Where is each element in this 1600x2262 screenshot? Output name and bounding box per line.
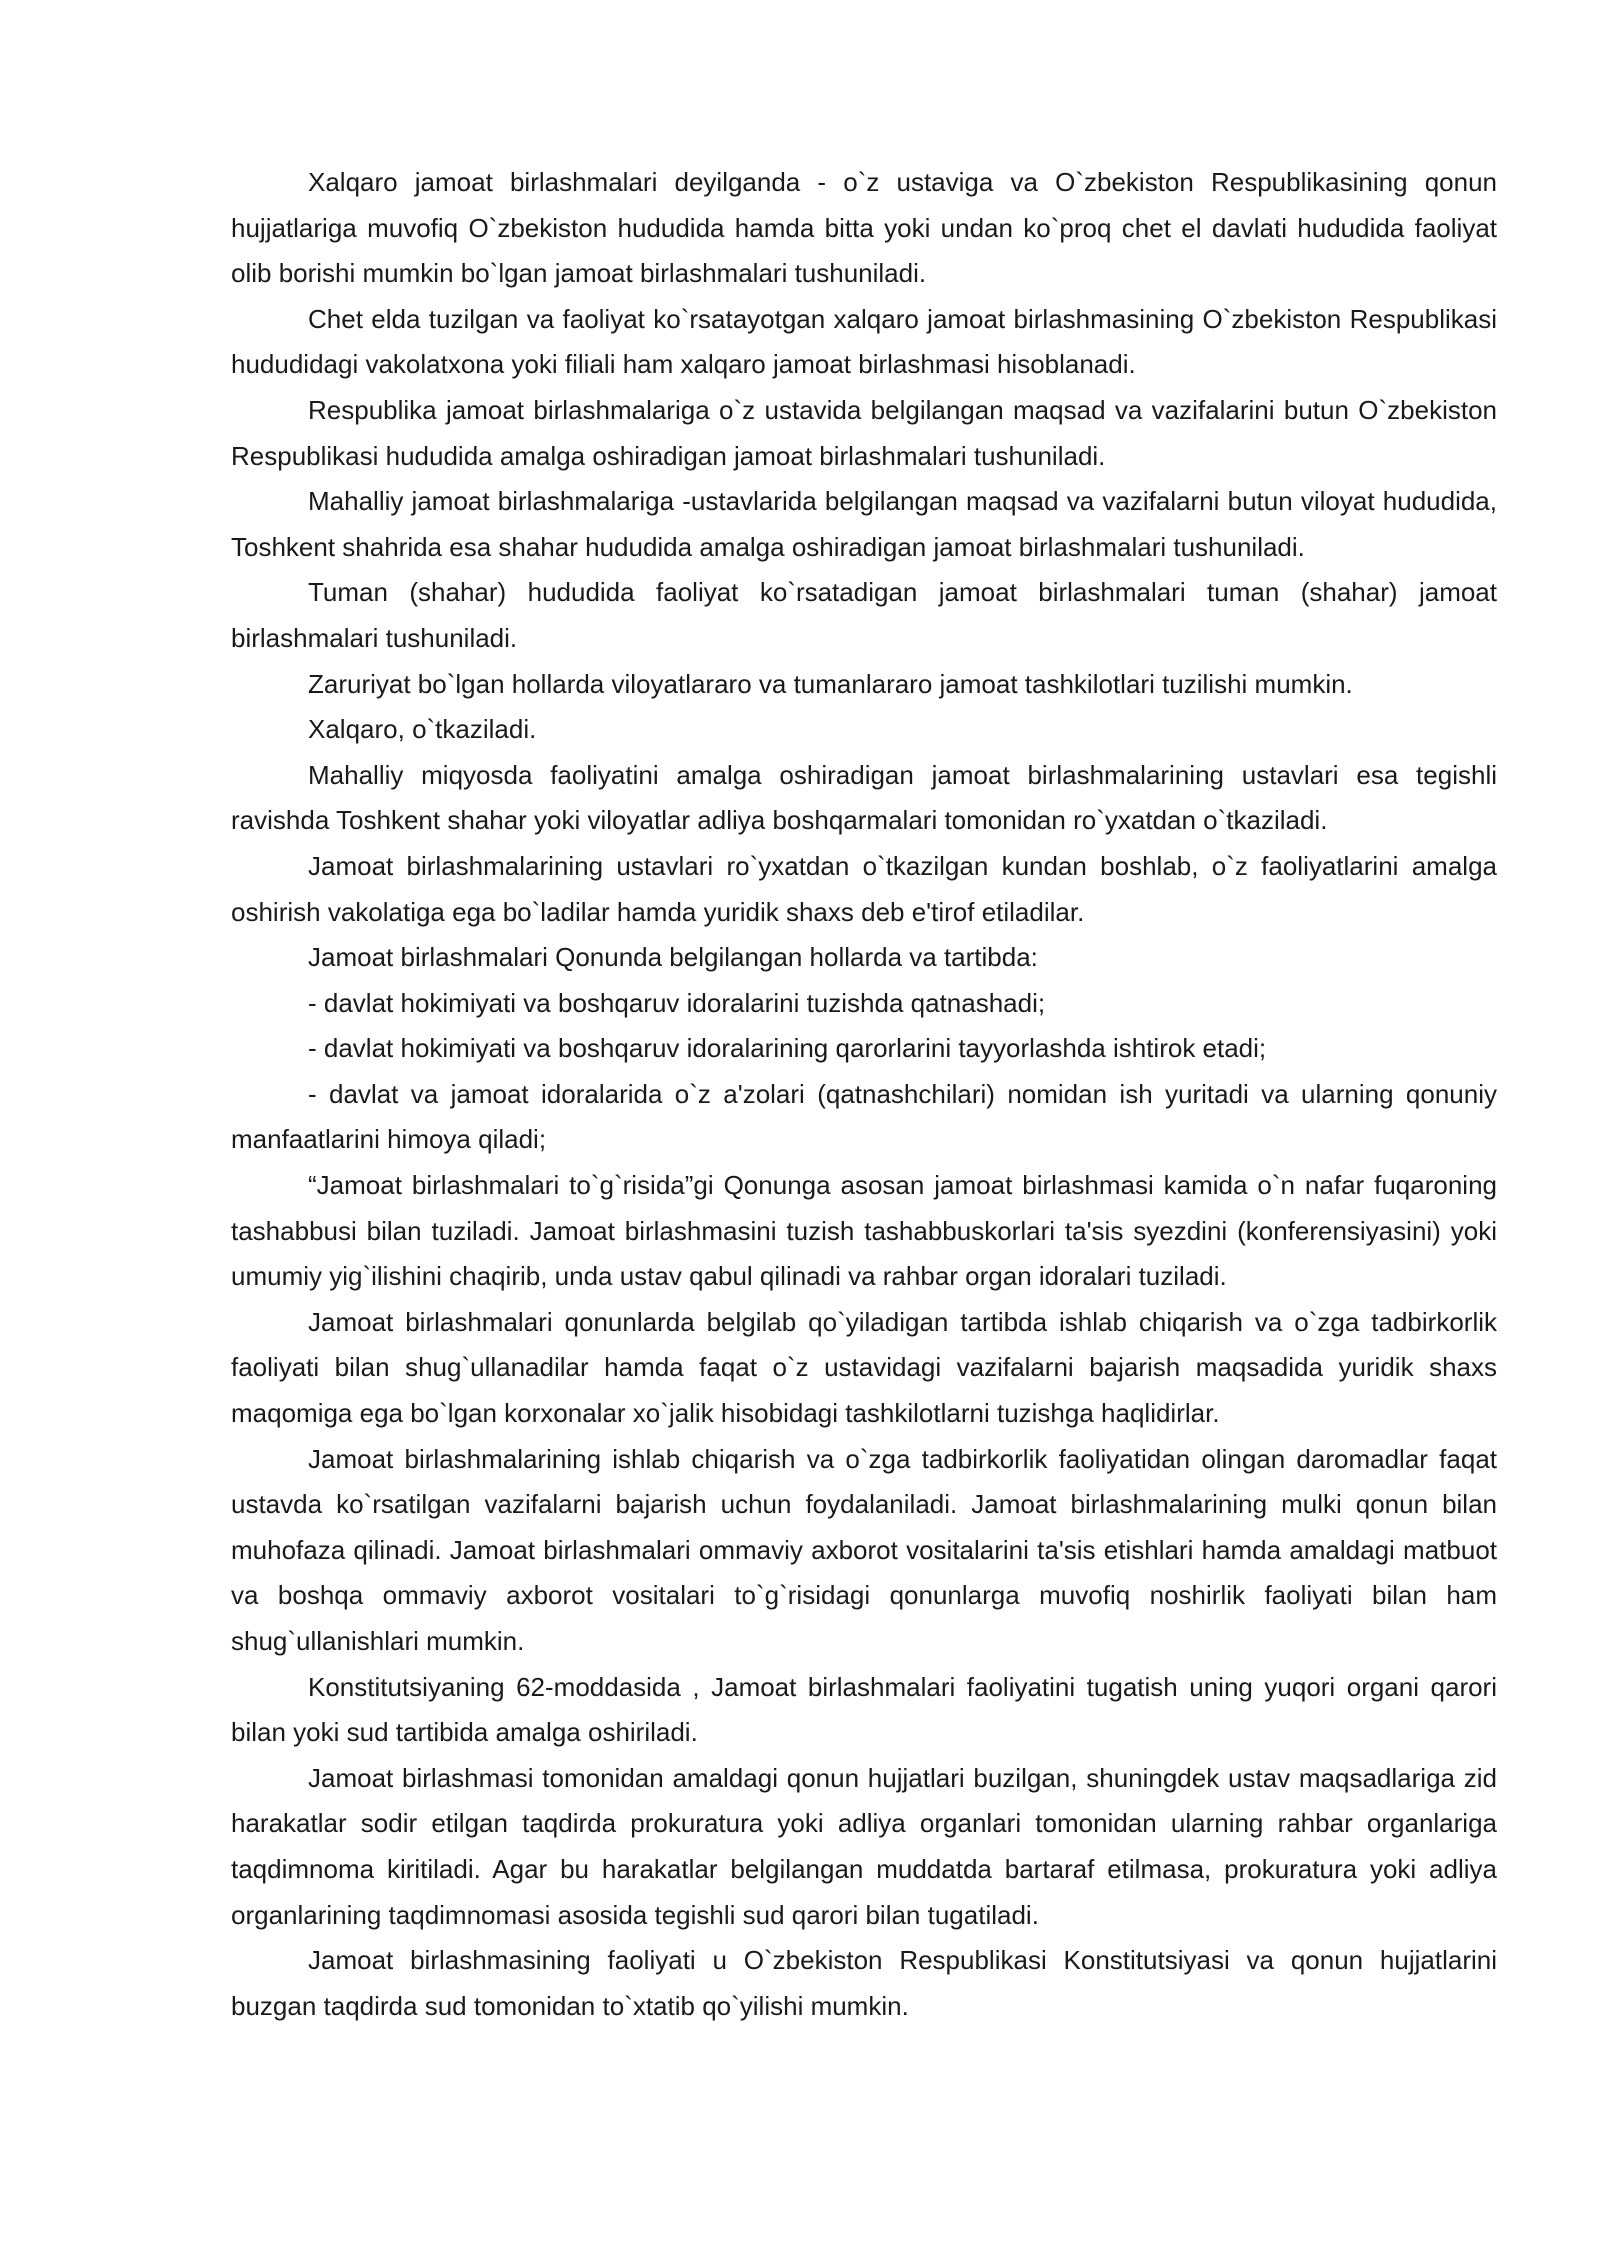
paragraph-income-property: Jamoat birlashmalarining ishlab chiqarish va o`zga tadbirkorlik faoliyatidan olingan daromadlar faqat ustavda ko`rsatilgan vazifalarni bajarish uchun foydalaniladi. Jamoat birlashmalarining mulki qonun bilan muhofaza qilinadi. Jamoat birlashmalari ommaviy axborot vositalarini ta'sis etishlari hamda amaldagi matbuot va boshqa ommaviy axborot vositalari to`g`risidagi qonunlarga muvofiq noshirlik faoliyati bilan ham shug`ullanishlari mumkin. — [231, 1443, 1497, 1656]
paragraph-international-registration: Xalqaro, o`tkaziladi. — [308, 714, 537, 745]
list-item-rights-2: - davlat hokimiyati va boshqaruv idoralarining qarorlarini tayyorlashda ishtirok etadi; — [308, 1033, 1267, 1064]
paragraph-entrepreneurship: Jamoat birlashmalari qonunlarda belgilab qo`yiladigan tartibda ishlab chiqarish va o`zga tadbirkorlik faoliyati bilan shug`ullanadilar hamda faqat o`z ustavidagi vazifalarni bajarish maqsadida yuridik shaxs maqomiga ega bo`lgan korxonalar xo`jalik hisobidagi tashkilotlarni tuzishga haqlidirlar. — [231, 1306, 1497, 1429]
list-item-rights-3: - davlat va jamoat idoralarida o`z a'zolari (qatnashchilari) nomidan ish yuritadi va ularning qonuniy manfaatlarini himoya qiladi; — [231, 1078, 1497, 1155]
paragraph-republican-associations: Respublika jamoat birlashmalariga o`z ustavida belgilangan maqsad va vazifalarini butun O`zbekiston Respublikasi hududida amalga oshiradigan jamoat birlashmalari tushuniladi. — [231, 394, 1497, 471]
paragraph-liquidation: Konstitutsiyaning 62-moddasida , Jamoat birlashmalari faoliyatini tugatish uning yuqori organi qarori bilan yoki sud tartibida amalga oshiriladi. — [231, 1671, 1497, 1748]
paragraph-violations: Jamoat birlashmasi tomonidan amaldagi qonun hujjatlari buzilgan, shuningdek ustav maqsadlariga zid harakatlar sodir etilgan taqdirda prokuratura yoki adliya organlari tomonidan ularning rahbar organlariga taqdimnoma kiritiladi. Agar bu harakatlar belgilangan muddatda bartaraf etilmasa, prokuratura yoki adliya organlarining taqdimnomasi asosida tegishli sud qarori bilan tugatiladi. — [231, 1762, 1497, 1930]
paragraph-suspension: Jamoat birlashmasining faoliyati u O`zbekiston Respublikasi Konstitutsiyasi va qonun hujjatlarini buzgan taqdirda sud tomonidan to`xtatib qo`yilishi mumkin. — [231, 1945, 1497, 2021]
document-page — [231, 160, 1497, 2029]
paragraph-founding: “Jamoat birlashmalari to`g`risida”gi Qonunga asosan jamoat birlashmasi kamida o`n nafar fuqaroning tashabbusi bilan tuziladi. Jamoat birlashmasini tuzish tashabbuskorlari ta'sis syezdini (konferensiyasini) yoki umumiy yig`ilishini chaqirib, unda ustav qabul qilinadi va rahbar organ idoralari tuziladi. — [231, 1170, 1497, 1292]
paragraph-district-associations: Tuman (shahar) hududida faoliyat ko`rsatadigan jamoat birlashmalari tuman (shahar) jamoat birlashmalari tushuniladi. — [231, 577, 1497, 653]
paragraph-rights-intro: Jamoat birlashmalari Qonunda belgilangan hollarda va tartibda: — [308, 942, 1038, 973]
paragraph-local-registration: Mahalliy miqyosda faoliyatini amalga oshiradigan jamoat birlashmalarining ustavlari esa tegishli ravishda Toshkent shahar yoki viloyatlar adliya boshqarmalari tomonidan ro`yxatdan o`tkaziladi. — [231, 759, 1497, 836]
paragraph-international-associations: Xalqaro jamoat birlashmalari deyilganda - o`z ustaviga va O`zbekiston Respublikasining qonun hujjatlariga muvofiq O`zbekiston hududida hamda bitta yoki undan ko`proq chet el davlati hududida faoliyat olib borishi mumkin bo`lgan jamoat birlashmalari tushuniladi. — [231, 167, 1497, 289]
paragraph-interregional-organizations: Zaruriyat bo`lgan hollarda viloyatlararo va tumanlararo jamoat tashkilotlari tuzilishi mumkin. — [308, 668, 1353, 699]
paragraph-legal-entity: Jamoat birlashmalarining ustavlari ro`yxatdan o`tkazilgan kundan boshlab, o`z faoliyatlarini amalga oshirish vakolatiga ega bo`ladilar hamda yuridik shaxs deb e'tirof etiladilar. — [231, 850, 1497, 927]
paragraph-local-associations: Mahalliy jamoat birlashmalariga -ustavlarida belgilangan maqsad va vazifalarni butun viloyat hududida, Toshkent shahrida esa shahar hududida amalga oshiradigan jamoat birlashmalari tushuniladi. — [231, 486, 1497, 562]
list-item-rights-1: - davlat hokimiyati va boshqaruv idoralarini tuzishda qatnashadi; — [308, 987, 1046, 1018]
paragraph-foreign-branch: Chet elda tuzilgan va faoliyat ko`rsatayotgan xalqaro jamoat birlashmasining O`zbekiston Respublikasi hududidagi vakolatxona yoki filiali ham xalqaro jamoat birlashmasi hisoblanadi. — [231, 303, 1497, 380]
